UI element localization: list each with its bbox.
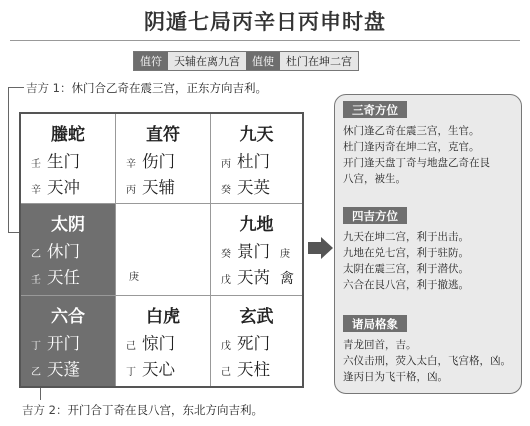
god-name: 九天	[239, 125, 274, 145]
connector-1-vertical	[8, 87, 9, 232]
stem: 丁	[126, 367, 136, 378]
god-name: 螣蛇	[51, 125, 85, 145]
connector-2-vertical	[40, 388, 41, 400]
zhishi-value: 杜门在坤二宫	[280, 52, 358, 70]
stem: 乙	[31, 249, 41, 260]
lucky-1-text: 休门合乙奇在震三宫，正东方向吉利。	[71, 81, 267, 95]
door: 死门	[237, 334, 270, 353]
stem: 丁	[31, 341, 41, 352]
stem: 己	[126, 341, 136, 352]
section-text-siji	[343, 229, 515, 293]
god-name: 九地	[239, 215, 274, 235]
star: 天任	[47, 268, 80, 287]
text-line: 九地在兑七宫，利于驻防。	[343, 247, 469, 259]
stem: 癸	[221, 249, 231, 260]
arrow-right-icon	[306, 236, 334, 260]
star: 天冲	[47, 178, 80, 197]
god-name: 六合	[51, 307, 85, 327]
stem: 丙	[126, 185, 136, 196]
star: 天蓬	[47, 360, 80, 379]
god-name: 直符	[146, 125, 180, 145]
zhifu-value: 天辅在离九宫	[168, 52, 246, 70]
door: 杜门	[237, 152, 270, 171]
info-panel	[334, 94, 522, 394]
header-bar	[133, 51, 359, 71]
text-line: 青龙回首，吉。	[343, 339, 417, 351]
stem: 戊	[221, 275, 231, 286]
stem: 己	[221, 367, 231, 378]
palace-cell-center	[116, 204, 211, 296]
star: 天辅	[142, 178, 175, 197]
lucky-2-text: 开门合丁奇在艮八宫，东北方向吉利。	[67, 403, 263, 417]
star: 天芮	[237, 268, 270, 287]
section-text-sanqi	[343, 123, 515, 187]
door: 生门	[47, 152, 80, 171]
palace-cell-7	[21, 296, 116, 386]
zhifu-label: 值符	[134, 52, 168, 70]
lucky-direction-1	[26, 80, 267, 96]
palace-cell-2	[116, 114, 211, 204]
center-stem: 庚	[129, 272, 139, 283]
section-title-zhuju: 诸局格象	[343, 315, 407, 332]
stem: 辛	[126, 159, 136, 170]
nine-palace-grid	[19, 112, 304, 388]
stem: 壬	[31, 159, 41, 170]
god-name: 白虎	[146, 307, 180, 327]
door: 休门	[47, 242, 80, 261]
section-title-sanqi: 三奇方位	[343, 101, 407, 118]
palace-cell-6	[211, 204, 302, 296]
god-name: 玄武	[239, 307, 274, 327]
lucky-2-label: 吉方 2：	[22, 403, 68, 417]
page-title: 阴遁七局丙辛日丙申时盘	[144, 10, 386, 34]
star: 天英	[237, 178, 270, 197]
door: 惊门	[142, 334, 175, 353]
text-line: 九天在坤二宫，利于出击。	[343, 231, 469, 243]
section-title-siji: 四吉方位	[343, 207, 407, 224]
lucky-direction-2	[22, 402, 263, 418]
stem: 辛	[31, 185, 41, 196]
door: 伤门	[142, 152, 175, 171]
stem: 戊	[221, 341, 231, 352]
palace-cell-8	[116, 296, 211, 386]
connector-1-horizontal	[8, 87, 24, 88]
zhishi-label: 值使	[246, 52, 280, 70]
god-name: 太阴	[51, 215, 85, 235]
section-text-zhuju	[343, 337, 515, 385]
text-line: 杜门逢丙奇在坤二宫，克官。	[343, 141, 480, 153]
stem: 癸	[221, 185, 231, 196]
extra-star: 禽	[280, 271, 294, 287]
title-divider	[10, 40, 520, 41]
text-line: 六仪击刑，荧入太白，飞宫格，凶。	[343, 355, 511, 367]
palace-cell-1	[21, 114, 116, 204]
text-line: 六合在艮八宫，利于撤逃。	[343, 279, 469, 291]
door: 景门	[237, 242, 270, 261]
palace-cell-4	[21, 204, 116, 296]
star: 天心	[142, 360, 175, 379]
door: 开门	[47, 334, 80, 353]
palace-cell-3	[211, 114, 302, 204]
text-line: 逢丙日为飞干格，凶。	[343, 371, 448, 383]
connector-1-to-cell	[8, 232, 19, 233]
extra-stem: 庚	[280, 249, 290, 260]
text-line: 开门逢天盘丁奇与地盘乙奇在艮	[343, 157, 490, 169]
text-line: 太阴在震三宫，利于潜伏。	[343, 263, 469, 275]
palace-cell-9	[211, 296, 302, 386]
text-line: 八宫，被生。	[343, 173, 406, 185]
stem: 乙	[31, 367, 41, 378]
star: 天柱	[237, 360, 270, 379]
stem: 壬	[31, 275, 41, 286]
text-line: 休门逢乙奇在震三宫，生官。	[343, 125, 480, 137]
lucky-1-label: 吉方 1：	[26, 81, 72, 95]
stem: 丙	[221, 159, 231, 170]
